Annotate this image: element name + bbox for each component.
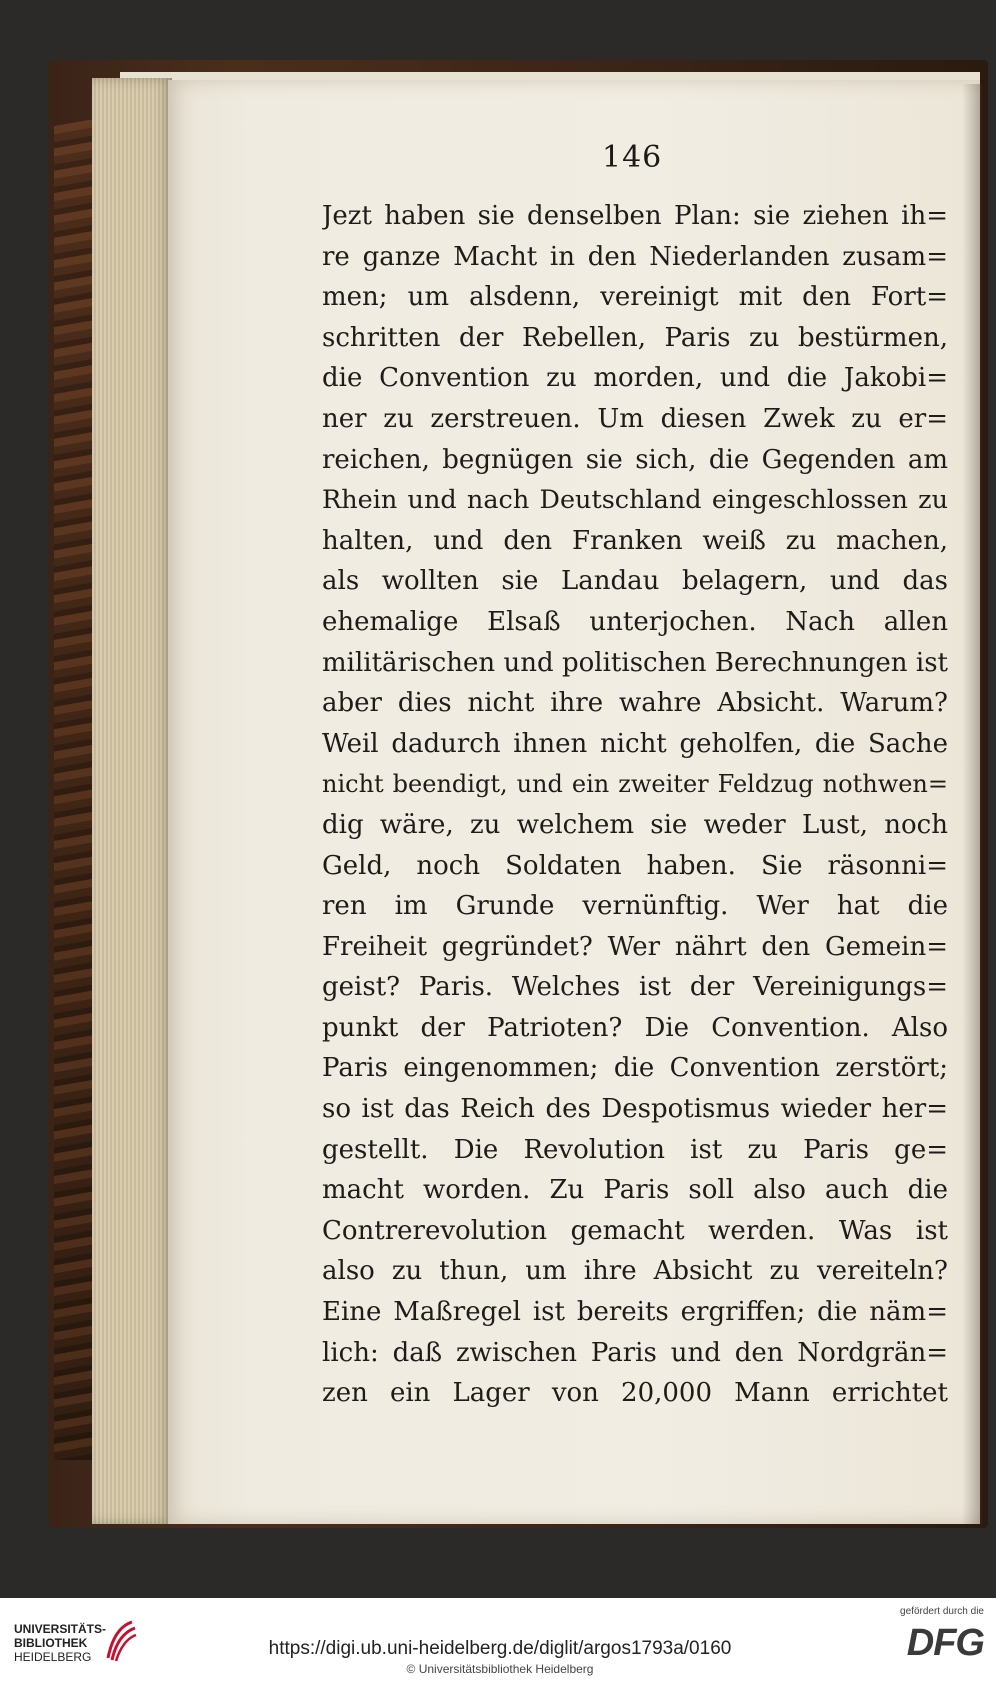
text-line: men; um alsdenn, vereinigt mit den Fort=: [322, 282, 948, 313]
text-line: nicht beendigt, und ein zweiter Feldzug nothwen=: [322, 770, 948, 799]
text-line: ren im Grunde vernünftig. Wer hat die: [322, 891, 948, 922]
text-line: Paris eingenommen; die Convention zerstört;: [322, 1053, 948, 1084]
page-number: 146: [602, 140, 663, 175]
text-line: militärischen und politischen Berechnungen ist: [322, 647, 948, 678]
text-line: macht worden. Zu Paris soll also auch die: [322, 1175, 948, 1206]
marbled-binding: [54, 120, 92, 1460]
text-line: Eine Maßregel ist bereits ergriffen; die näm=: [322, 1297, 948, 1328]
document-url-link[interactable]: https://digi.ub.uni-heidelberg.de/diglit/argos1793a/0160: [268, 1638, 732, 1659]
text-line: als wollten sie Landau belagern, und das: [322, 566, 948, 597]
text-line: gestellt. Die Revolution ist zu Paris ge=: [322, 1134, 948, 1165]
text-line: Jezt haben sie denselben Plan: sie ziehen ih=: [322, 201, 948, 231]
page-block-edges: [92, 78, 172, 1524]
text-line: Weil dadurch ihnen nicht geholfen, die Sache: [322, 728, 948, 759]
library-logo-icon[interactable]: [102, 1618, 138, 1662]
text-line: schritten der Rebellen, Paris zu bestürmen,: [322, 322, 948, 353]
page-shadow: [962, 84, 982, 1524]
text-line: re ganze Macht in den Niederlanden zusam=: [322, 241, 948, 272]
text-line: die Convention zu morden, und die Jakobi=: [322, 363, 948, 394]
page-text: [322, 196, 948, 1414]
text-line: ner zu zerstreuen. Um diesen Zwek zu er=: [322, 403, 948, 434]
text-line: aber dies nicht ihre wahre Absicht. Warum?: [322, 688, 948, 719]
text-line: reichen, begnügen sie sich, die Gegenden am: [322, 444, 948, 475]
dfg-logo[interactable]: DFG: [906, 1622, 984, 1664]
text-line: geist? Paris. Welches ist der Vereinigungs=: [322, 972, 948, 1003]
text-line: Geld, noch Soldaten haben. Sie räsonni=: [322, 850, 948, 881]
text-line: Rhein und nach Deutschland eingeschlossen zu: [322, 485, 948, 516]
text-line: halten, und den Franken weiß zu machen,: [322, 525, 948, 556]
text-line: punkt der Patrioten? Die Convention. Also: [322, 1012, 948, 1043]
text-line: also zu thun, um ihre Absicht zu vereiteln?: [322, 1256, 948, 1287]
text-line: lich: daß zwischen Paris und den Nordgrän=: [322, 1337, 948, 1368]
copyright-notice: © Universitätsbibliothek Heidelberg: [406, 1662, 594, 1676]
text-line: so ist das Reich des Despotismus wieder her=: [322, 1094, 948, 1125]
library-name-line1: UNIVERSITÄTS-: [14, 1622, 107, 1636]
text-line: Freiheit gegründet? Wer nährt den Gemein=: [322, 931, 948, 962]
library-name-line3: HEIDELBERG: [14, 1650, 92, 1664]
text-line: ehemalige Elsaß unterjochen. Nach allen: [322, 606, 948, 637]
funder-caption: gefördert durch die: [900, 1606, 984, 1617]
text-line: dig wäre, zu welchem sie weder Lust, noch: [322, 809, 948, 840]
text-line: zen ein Lager von 20,000 Mann errichtet: [322, 1378, 948, 1409]
text-line: Contrerevolution gemacht werden. Was ist: [322, 1215, 948, 1246]
library-name-line2: BIBLIOTHEK: [14, 1636, 88, 1650]
library-logo-text[interactable]: [14, 1622, 106, 1664]
